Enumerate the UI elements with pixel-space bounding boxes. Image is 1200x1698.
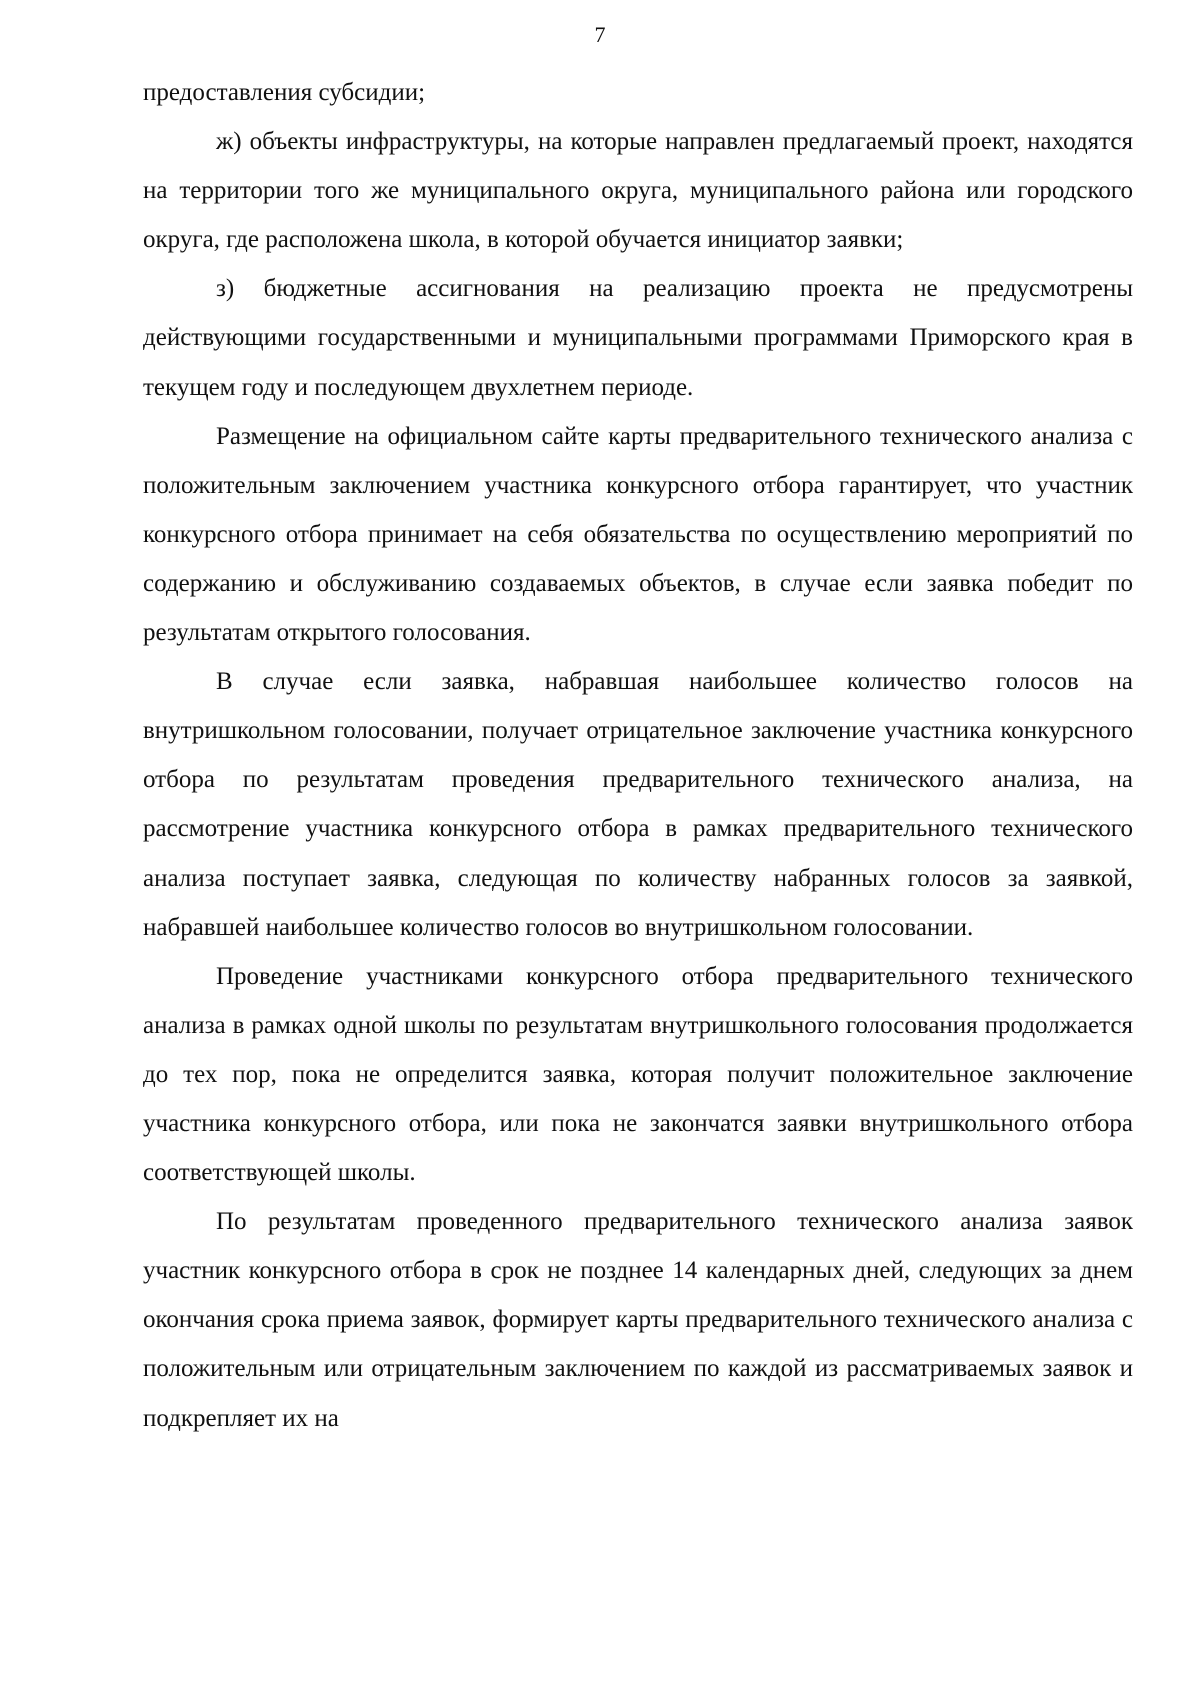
paragraph-continuation: предоставления субсидии; (143, 79, 426, 106)
page-number: 7 (594, 22, 606, 47)
paragraph-item-z: з) бюджетные ассигнования на реализацию проекта не предусмотрены действующими государственными и муниципальными программами Приморского края в текущем году и последующем двухлетнем периоде. (143, 275, 1133, 401)
paragraph-item-zh: ж) объекты инфраструктуры, на которые направлен предлагаемый проект, находятся на территории того же муниципального округа, муниципального района или городского округа, где расположена школа, в которой обучается инициатор заявки; (143, 128, 1133, 254)
paragraph-results: По результатам проведенного предварительного технического анализа заявок участник конкурсного отбора в срок не позднее 14 календарных дней, следующих за днем окончания срока приема заявок, формирует карты предварительного технического анализа с положительным или отрицательным заключением по каждой из рассматриваемых заявок и подкрепляет их на (143, 1208, 1133, 1432)
paragraph-analysis-continuation: Проведение участниками конкурсного отбора предварительного технического анализа в рамках одной школы по результатам внутришкольного голосования продолжается до тех пор, пока не определится заявка, которая получит положительное заключение участника конкурсного отбора, или пока не закончатся заявки внутришкольного отбора соответствующей школы. (143, 962, 1133, 1187)
paragraph-negative-conclusion: В случае если заявка, набравшая наибольшее количество голосов на внутришкольном голосовании, получает отрицательное заключение участника конкурсного отбора по результатам проведения предварительного технического анализа, на рассмотрение участника конкурсного отбора в рамках предварительного технического анализа поступает заявка, следующая по количеству набранных голосов за заявкой, набравшей наибольшее количество голосов во внутришкольном голосовании. (143, 668, 1133, 941)
document-body (143, 68, 1133, 1443)
paragraph-publication: Размещение на официальном сайте карты предварительного технического анализа с положительным заключением участника конкурсного отбора гарантирует, что участник конкурсного отбора принимает на себя обязательства по осуществлению мероприятий по содержанию и обслуживанию создаваемых объектов, в случае если заявка победит по результатам открытого голосования. (143, 422, 1133, 647)
